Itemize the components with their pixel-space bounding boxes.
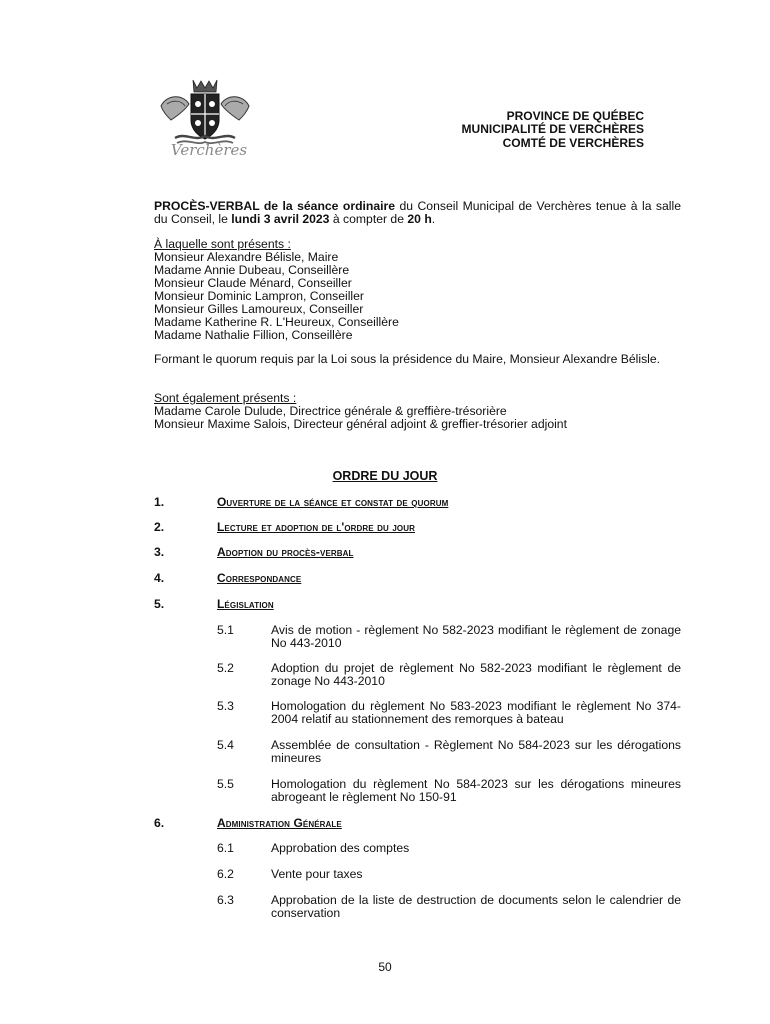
present-heading: À laquelle sont présents : [154,237,291,251]
member-line: Monsieur Gilles Lamoureux, Conseiller [154,302,364,316]
agenda-item-label: Ouverture de la séance et constat de quorum [217,495,449,509]
subitem-number: 6.2 [217,867,234,881]
agenda-item [154,546,681,560]
subitem-text: Approbation de la liste de destruction de documents selon le calendrier de conservation [271,893,681,920]
agenda-title: ORDRE DU JOUR [332,469,438,483]
province-header [462,110,644,150]
present-members-block [154,238,681,342]
agenda-item-number: 6. [154,816,165,830]
agenda-item [154,496,681,510]
meeting-time: 20 h [407,212,432,226]
subitem-text: Avis de motion - règlement No 582-2023 modifiant le règlement de zonage No 443-2010 [271,623,681,650]
agenda-item-label: Administration Générale [217,816,342,830]
subitem-text: Vente pour taxes [271,867,363,881]
agenda-item-number: 5. [154,597,165,611]
province-line: PROVINCE DE QUÉBEC [506,109,644,123]
subitem-number: 5.2 [217,661,234,675]
subitem-number: 5.4 [217,738,234,752]
intro-text-2: à compter de [329,212,408,226]
subitem-number: 5.3 [217,699,234,713]
intro-text-3: . [431,212,436,226]
agenda-item [154,521,681,535]
subitem-number: 6.1 [217,841,234,855]
agenda-item-label: Législation [217,597,274,611]
agenda-item-number: 4. [154,571,165,585]
agenda-item-label: Lecture et adoption de l'ordre du jour [217,520,415,534]
agenda-item [154,598,681,612]
quorum-paragraph: Formant le quorum requis par la Loi sous la présidence du Maire, Monsieur Alexandre Bélisle. [154,352,661,366]
municipal-coat-of-arms-logo [153,76,257,168]
agenda-item-number: 3. [154,545,165,559]
staff-line: Madame Carole Dulude, Directrice générale & greffière-trésorière [154,404,507,418]
subitem-number: 5.1 [217,623,234,637]
subitem-text: Assemblée de consultation - Règlement No 584-2023 sur les dérogations mineures [271,738,681,765]
meeting-date: lundi 3 avril 2023 [231,212,330,226]
member-line: Madame Annie Dubeau, Conseillère [154,263,350,277]
logo-caption: Verchères [170,141,248,159]
subitem-number: 5.5 [217,777,234,791]
agenda-item [154,572,681,586]
subitem-text: Approbation des comptes [271,841,410,855]
subitem-text: Homologation du règlement No 583-2023 modifiant le règlement No 374-2004 relatif au stationnement des remorques à bateau [271,699,681,726]
agenda-item [154,817,681,831]
intro-bold-title: PROCÈS-VERBAL de la séance ordinaire [154,199,396,213]
agenda-item-label: Adoption du procès-verbal [217,545,354,559]
agenda-item-number: 2. [154,520,165,534]
member-line: Madame Katherine R. L'Heureux, Conseillère [154,315,399,329]
subitem-text: Homologation du règlement No 584-2023 sur les dérogations mineures abrogeant le règlement No 150-91 [271,777,681,804]
member-line: Monsieur Dominic Lampron, Conseiller [154,289,364,303]
subitem-number: 6.3 [217,893,234,907]
member-line: Monsieur Claude Ménard, Conseiller [154,276,352,290]
agenda-item-label: Correspondance [217,571,302,585]
staff-line: Monsieur Maxime Salois, Directeur général adjoint & greffier-trésorier adjoint [154,417,567,431]
page-number: 50 [378,960,392,974]
agenda-item-number: 1. [154,495,165,509]
member-line: Madame Nathalie Fillion, Conseillère [154,328,353,342]
also-present-heading: Sont également présents : [154,391,297,405]
municipality-line: MUNICIPALITÉ DE VERCHÈRES [461,122,644,137]
subitem-text: Adoption du projet de règlement No 582-2023 modifiant le règlement de zonage No 443-2010 [271,661,681,688]
intro-text-1: du Conseil Municipal de Verchères tenue à la salle du Conseil, le [154,199,681,226]
meeting-intro-paragraph [154,200,681,226]
also-present-block [154,392,681,431]
member-line: Monsieur Alexandre Bélisle, Maire [154,250,339,264]
county-line: COMTÉ DE VERCHÈRES [502,135,644,150]
